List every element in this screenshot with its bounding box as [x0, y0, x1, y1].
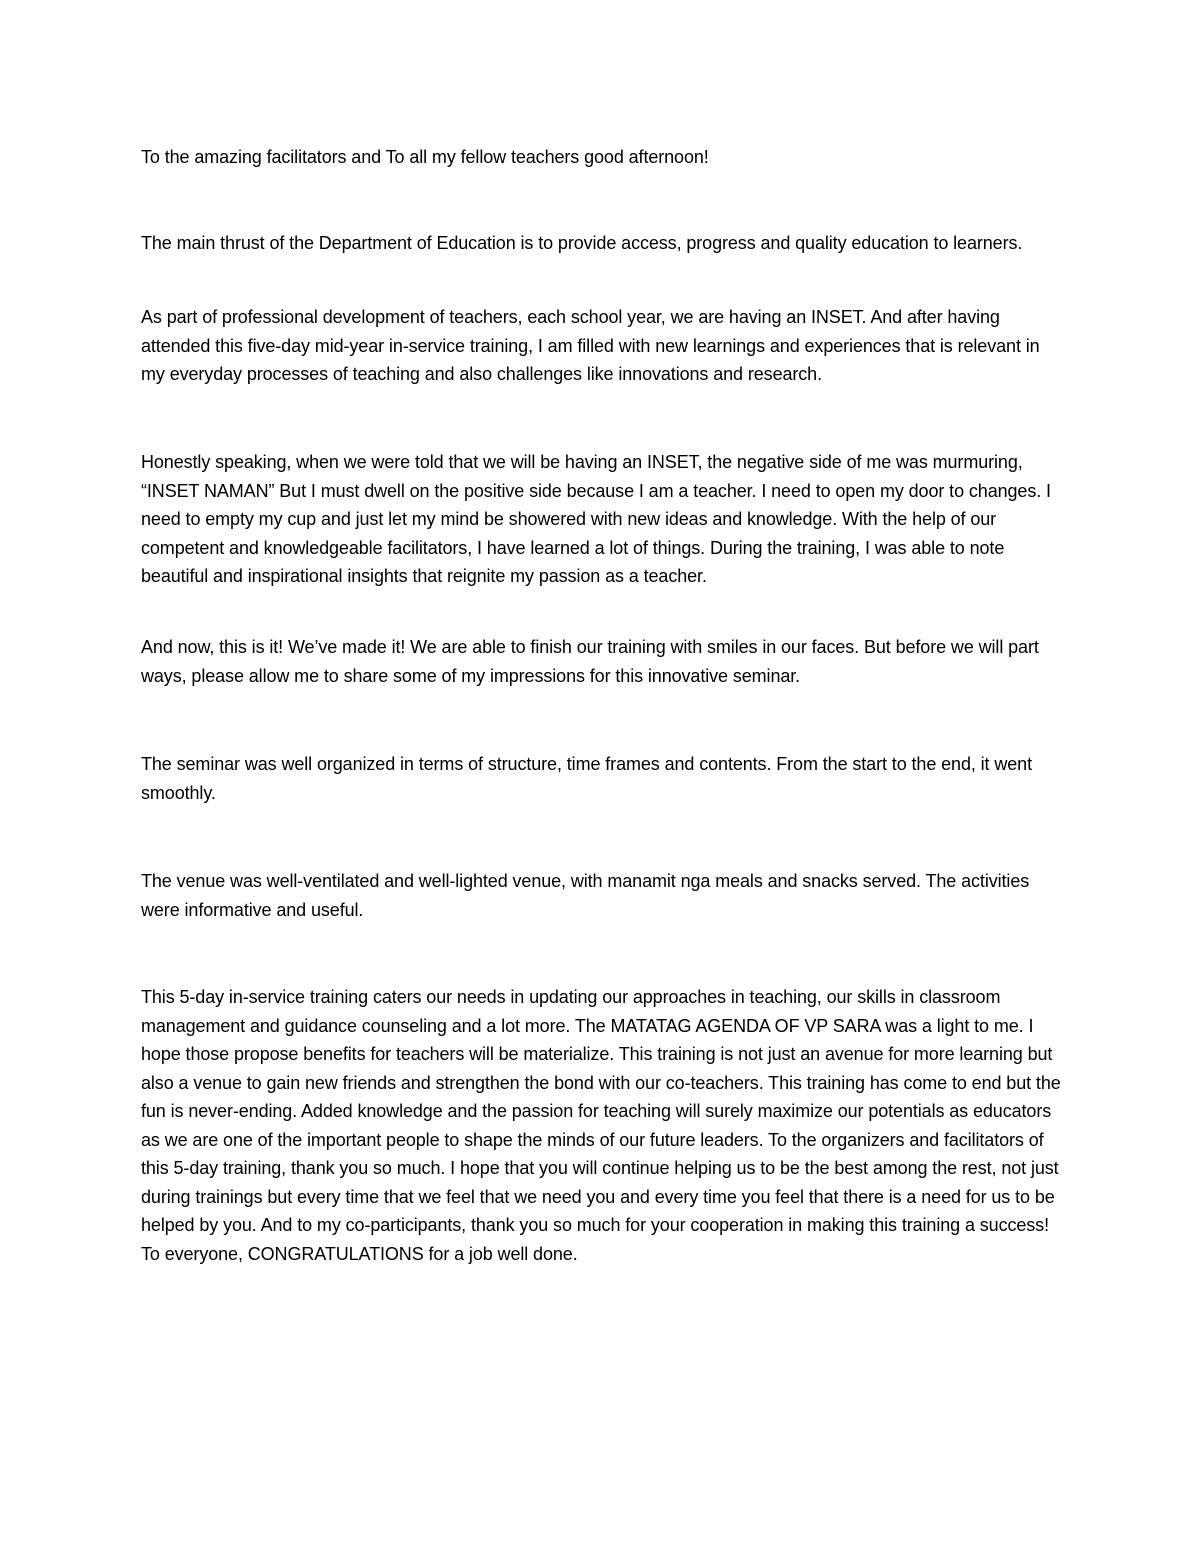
deped-thrust-paragraph: The main thrust of the Department of Education is to provide access, progress and quality education to learners.	[141, 233, 1023, 253]
honesty-paragraph: Honestly speaking, when we were told that we will be having an INSET, the negative side of me was murmuring, “INSET NAMAN” But I must dwell on the positive side because I am a teacher. I need to open my door to changes. I need to empty my cup and just let my mind be showered with new ideas and knowledge. With the help of our competent and knowledgeable facilitators, I have learned a lot of things. During the training, I was able to note beautiful and inspirational insights that reignite my passion as a teacher.	[141, 452, 1051, 586]
professional-development-paragraph: As part of professional development of teachers, each school year, we are having an INSET. And after having attended this five-day mid-year in-service training, I am filled with new learnings and experiences that is relevant in my everyday processes of teaching and also challenges like innovations and research.	[141, 307, 1040, 384]
made-it-paragraph: And now, this is it! We’ve made it! We are able to finish our training with smiles in our faces. But before we will part ways, please allow me to share some of my impressions for this innovative seminar.	[141, 637, 1039, 686]
closing-paragraph: This 5-day in-service training caters our needs in updating our approaches in teaching, our skills in classroom management and guidance counseling and a lot more. The MATATAG AGENDA OF VP SARA was a light to me. I hope those propose benefits for teachers will be materialize. This training is not just an avenue for more learning but also a venue to gain new friends and strengthen the bond with our co-teachers. This training has come to end but the fun is never-ending. Added knowledge and the passion for teaching will surely maximize our potentials as educators as we are one of the important people to shape the minds of our future leaders. To the organizers and facilitators of this 5-day training, thank you so much. I hope that you will continue helping us to be the best among the rest, not just during trainings but every time that we feel that we need you and every time you feel that there is a need for us to be helped by you. And to my co-participants, thank you so much for your cooperation in making this training a success! To everyone, CONGRATULATIONS for a job well done.	[141, 987, 1061, 1264]
greeting-paragraph: To the amazing facilitators and To all my fellow teachers good afternoon!	[141, 147, 709, 167]
seminar-organization-paragraph: The seminar was well organized in terms of structure, time frames and contents. From the start to the end, it went smoothly.	[141, 754, 1032, 803]
venue-paragraph: The venue was well-ventilated and well-lighted venue, with manamit nga meals and snacks served. The activities were informative and useful.	[141, 871, 1030, 920]
